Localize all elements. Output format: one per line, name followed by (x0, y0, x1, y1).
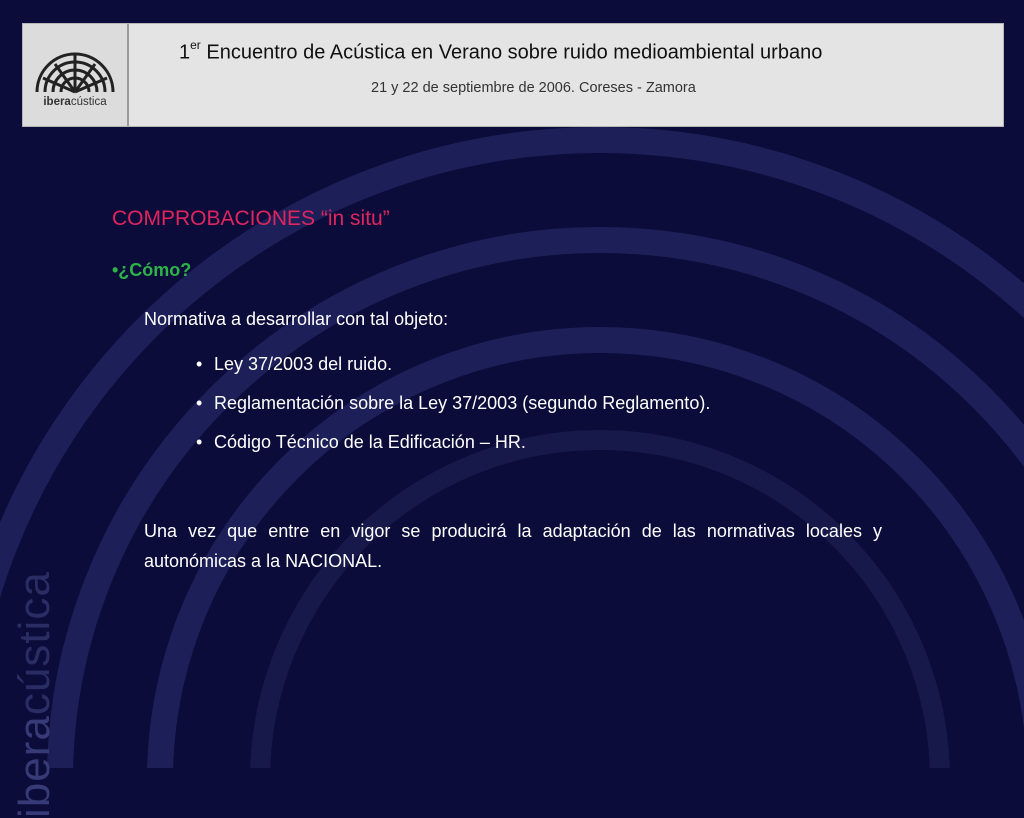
logo (23, 24, 129, 126)
logo-arcs-icon (33, 34, 117, 94)
list-item: • Ley 37/2003 del ruido. (196, 354, 393, 374)
watermark-logo-text: iberacústica (10, 571, 59, 818)
regulation-list (196, 353, 710, 470)
list-item: • Reglamentación sobre la Ley 37/2003 (segundo Reglamento). (196, 393, 711, 413)
slide-title: COMPROBACIONES “in situ” (112, 207, 390, 230)
intro-text: Normativa a desarrollar con tal objeto: (144, 309, 449, 329)
header-banner (22, 23, 1004, 127)
event-subtitle: 21 y 22 de septiembre de 2006. Coreses - Zamora (371, 80, 696, 96)
logo-text: iberacústica (43, 96, 107, 108)
question-heading: •¿Cómo? (112, 260, 192, 280)
list-item: • Código Técnico de la Edificación – HR. (196, 432, 526, 452)
event-title: 1er Encuentro de Acústica en Verano sobre ruido medioambiental urbano (179, 38, 823, 64)
conclusion-paragraph: Una vez que entre en vigor se producirá la adaptación de las normativas locales y autonómicas a la NACIONAL. (144, 521, 882, 571)
